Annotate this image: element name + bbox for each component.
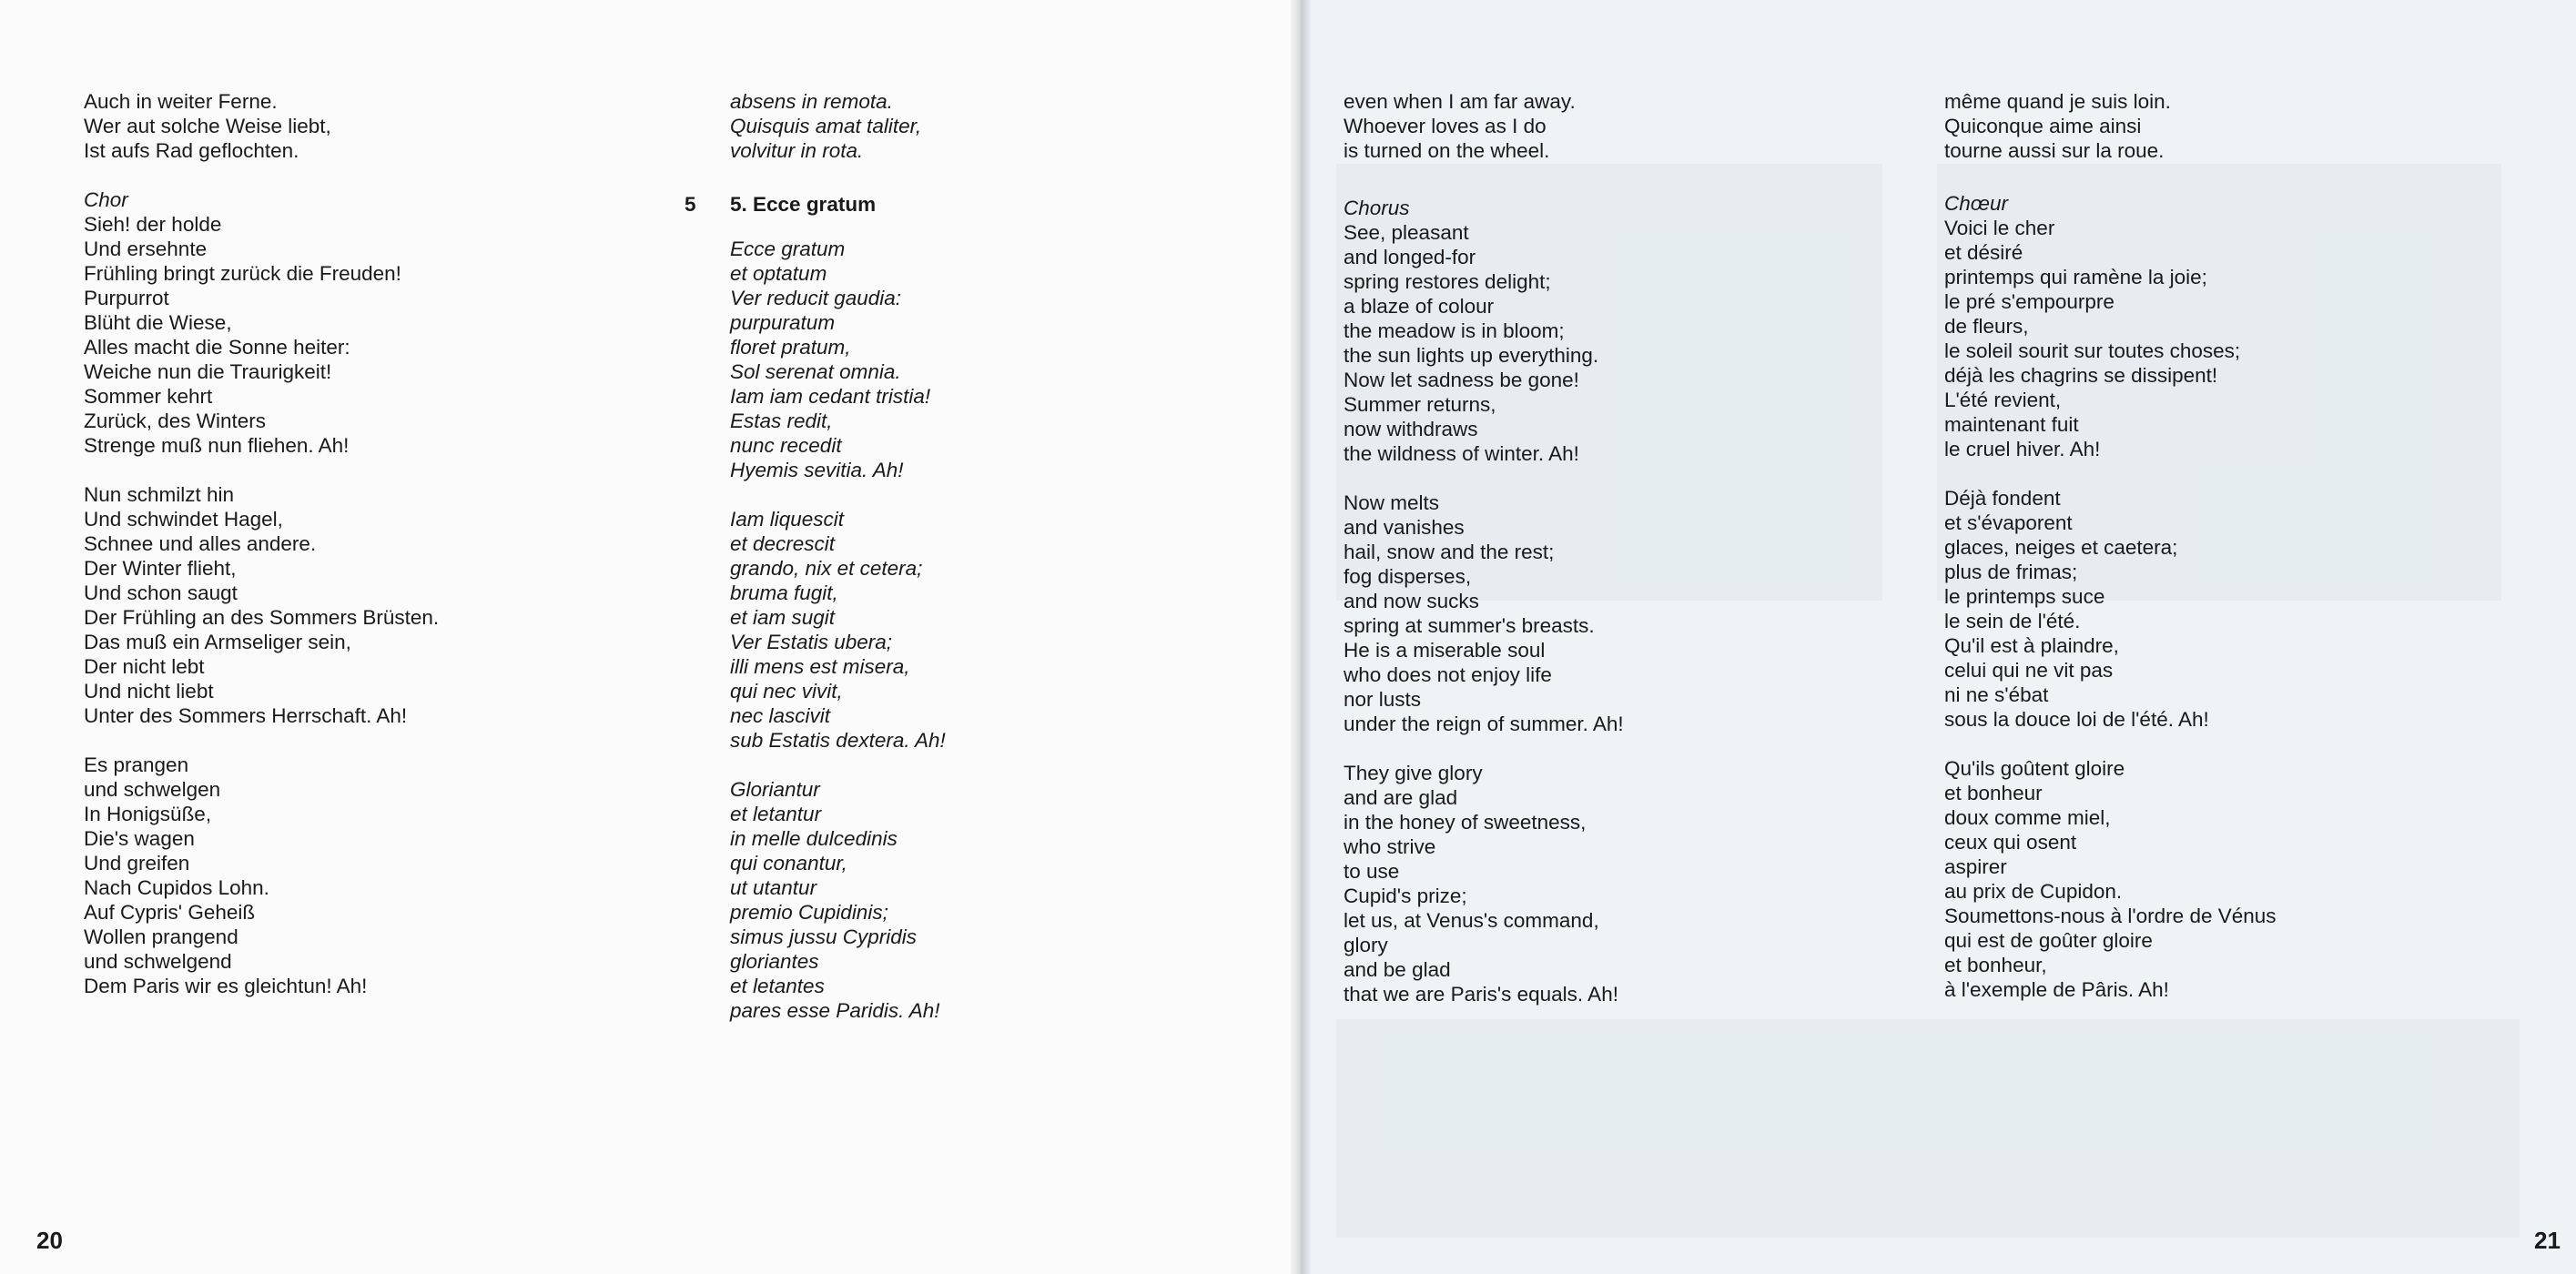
lyric-line: gloriantes	[730, 950, 819, 973]
lyric-line: and now sucks	[1344, 590, 1479, 612]
lyric-line: Zurück, des Winters	[84, 410, 267, 432]
lyric-line: Whoever loves as I do	[1344, 115, 1547, 137]
show-through-image	[1336, 1019, 2520, 1238]
lyric-line: Das muß ein Armseliger sein,	[84, 631, 351, 653]
chorus-stanza	[84, 187, 439, 458]
lyric-line: doux comme miel,	[1944, 806, 2111, 829]
lyric-line: à l'exemple de Pâris. Ah!	[1944, 978, 2169, 1001]
lyric-line: They give glory	[1344, 762, 1483, 784]
lyric-line: even when I am far away.	[1344, 90, 1576, 113]
page-number-right: 21	[2534, 1227, 2561, 1254]
lyric-stanza	[730, 777, 946, 1023]
lyric-line: le sein de l'été.	[1944, 610, 2081, 632]
lyric-line: Quiconque aime ainsi	[1944, 115, 2142, 137]
lyric-line: let us, at Venus's command,	[1344, 909, 1599, 932]
lyric-line: Qu'il est à plaindre,	[1944, 634, 2119, 657]
lyric-line: Qu'ils goûtent gloire	[1944, 757, 2125, 780]
intro-stanza	[730, 89, 946, 163]
chorus-label: Chor	[84, 188, 128, 211]
heading-spacer	[730, 187, 946, 237]
lyric-line: Auch in weiter Ferne.	[84, 90, 278, 113]
lyric-line: ni ne s'ébat	[1944, 683, 2049, 706]
lyric-line: et bonheur	[1944, 782, 2043, 804]
lyric-line: floret pratum,	[730, 336, 851, 359]
lyric-line: Wollen prangend	[84, 925, 238, 948]
lyric-line: Sommer kehrt	[84, 385, 213, 408]
lyric-line: and be glad	[1344, 958, 1451, 981]
lyric-line: ceux qui osent	[1944, 831, 2077, 854]
lyric-line: Ecce gratum	[730, 238, 846, 260]
lyric-line: See, pleasant	[1344, 221, 1469, 244]
lyric-line: Auf Cypris' Geheiß	[84, 901, 256, 924]
french-lyrics-column	[1944, 89, 2277, 1026]
lyric-line: plus de frimas;	[1944, 561, 2078, 583]
lyric-line: hail, snow and the rest;	[1344, 541, 1555, 563]
lyric-line: Déjà fondent	[1944, 487, 2061, 510]
chorus-stanza	[1944, 191, 2277, 461]
lyric-line: Summer returns,	[1344, 393, 1496, 416]
lyric-line: in the honey of sweetness,	[1344, 811, 1587, 834]
lyric-line: le cruel hiver. Ah!	[1944, 438, 2101, 460]
lyric-line: glaces, neiges et caetera;	[1944, 536, 2178, 559]
lyric-line: purpuratum	[730, 311, 836, 334]
lyric-line: nunc recedit	[730, 434, 842, 457]
lyric-line: Voici le cher	[1944, 217, 2055, 239]
lyric-line: Frühling bringt zurück die Freuden!	[84, 262, 401, 285]
lyric-line: Ver reducit gaudia:	[730, 287, 902, 309]
lyric-line: Hyemis sevitia. Ah!	[730, 459, 904, 481]
lyric-line: Gloriantur	[730, 778, 820, 801]
lyric-line: the sun lights up everything.	[1344, 344, 1599, 367]
lyric-line: Sol serenat omnia.	[730, 360, 901, 383]
lyric-line: pares esse Paridis. Ah!	[730, 999, 940, 1022]
lyric-line: nec lascivit	[730, 704, 831, 727]
lyric-line: volvitur in rota.	[730, 139, 864, 162]
lyric-line: Estas redit,	[730, 410, 833, 432]
lyric-line: Cupid's prize;	[1344, 885, 1467, 907]
lyric-line: Ist aufs Rad geflochten.	[84, 139, 299, 162]
lyric-line: et decrescit	[730, 532, 836, 555]
english-lyrics-column	[1344, 89, 1624, 1031]
lyric-line: Quisquis amat taliter,	[730, 115, 922, 137]
lyric-line: Purpurrot	[84, 287, 169, 309]
lyric-line: Die's wagen	[84, 827, 195, 850]
lyric-stanza	[1344, 761, 1624, 1006]
chorus-label: Chœur	[1944, 192, 2009, 215]
lyric-line: is turned on the wheel.	[1344, 139, 1550, 162]
lyric-line: und schwelgen	[84, 778, 221, 801]
lyric-line: Alles macht die Sonne heiter:	[84, 336, 350, 359]
lyric-line: Der nicht lebt	[84, 655, 205, 678]
lyric-line: simus jussu Cypridis	[730, 925, 918, 948]
lyric-line: Und ersehnte	[84, 238, 208, 260]
lyric-line: Strenge muß nun fliehen. Ah!	[84, 434, 350, 457]
lyric-line: to use	[1344, 860, 1400, 883]
lyric-stanza	[84, 753, 439, 998]
lyric-line: et letantes	[730, 975, 825, 997]
lyric-line: a blaze of colour	[1344, 295, 1495, 318]
lyric-line: Und greifen	[84, 852, 190, 875]
lyric-line: and longed-for	[1344, 246, 1476, 268]
intro-stanza	[1944, 89, 2277, 163]
right-page	[1300, 0, 2576, 1274]
lyric-line: Ver Estatis ubera;	[730, 631, 893, 653]
lyric-line: même quand je suis loin.	[1944, 90, 2171, 113]
page-number-left: 20	[36, 1227, 63, 1254]
lyric-line: that we are Paris's equals. Ah!	[1344, 983, 1618, 1006]
lyric-line: and are glad	[1344, 786, 1458, 809]
lyric-line: in melle dulcedinis	[730, 827, 898, 850]
lyric-line: who does not enjoy life	[1344, 663, 1552, 686]
lyric-line: printemps qui ramène la joie;	[1944, 266, 2207, 288]
lyric-line: Now melts	[1344, 491, 1440, 514]
lyric-line: und schwelgend	[84, 950, 232, 973]
lyric-line: ut utantur	[730, 876, 817, 899]
lyric-line: He is a miserable soul	[1344, 639, 1546, 662]
chorus-stanza	[1344, 196, 1624, 466]
lyric-line: Und schon saugt	[84, 581, 238, 604]
lyric-line: who strive	[1344, 835, 1436, 858]
lyric-line: In Honigsüße,	[84, 803, 212, 825]
lyric-line: maintenant fuit	[1944, 413, 2079, 436]
lyric-line: et iam sugit	[730, 606, 836, 629]
lyric-line: Iam iam cedant tristia!	[730, 385, 931, 408]
chorus-label: Chorus	[1344, 197, 1410, 219]
lyric-line: Sieh! der holde	[84, 213, 222, 236]
lyric-line: et désiré	[1944, 241, 2023, 264]
lyric-line: Nach Cupidos Lohn.	[84, 876, 269, 899]
lyric-line: the wildness of winter. Ah!	[1344, 442, 1579, 465]
lyric-stanza	[730, 237, 946, 482]
lyric-line: et letantur	[730, 803, 822, 825]
lyric-line: aspirer	[1944, 855, 2007, 878]
lyric-stanza	[730, 507, 946, 753]
lyric-stanza	[84, 482, 439, 728]
lyric-line: Und schwindet Hagel,	[84, 508, 283, 531]
lyric-line: Unter des Sommers Herrschaft. Ah!	[84, 704, 408, 727]
lyric-line: now withdraws	[1344, 418, 1478, 440]
lyric-stanza	[1944, 756, 2277, 1002]
lyric-line: et s'évaporent	[1944, 511, 2073, 534]
lyric-line: qui est de goûter gloire	[1944, 929, 2153, 952]
lyric-stanza	[1944, 486, 2277, 732]
lyric-line: qui conantur,	[730, 852, 847, 875]
section-title: 5. Ecce gratum	[730, 193, 877, 216]
lyric-line: Und nicht liebt	[84, 680, 214, 703]
lyric-line: Iam liquescit	[730, 508, 845, 531]
lyric-line: tourne aussi sur la roue.	[1944, 139, 2165, 162]
lyric-line: Soumettons-nous à l'ordre de Vénus	[1944, 905, 2277, 927]
lyric-line: Nun schmilzt hin	[84, 483, 235, 506]
lyric-line: and vanishes	[1344, 516, 1465, 539]
lyric-line: illi mens est misera,	[730, 655, 910, 678]
german-lyrics-column	[84, 89, 439, 1023]
latin-lyrics-column	[730, 89, 946, 1047]
lyric-line: le soleil sourit sur toutes choses;	[1944, 339, 2241, 362]
lyric-line: le printemps suce	[1944, 585, 2105, 608]
intro-stanza	[84, 89, 439, 163]
lyric-line: glory	[1344, 934, 1388, 956]
section-number: 5	[685, 193, 696, 216]
lyric-line: sous la douce loi de l'été. Ah!	[1944, 708, 2209, 731]
lyric-line: spring at summer's breasts.	[1344, 614, 1595, 637]
lyric-line: Now let sadness be gone!	[1344, 369, 1579, 391]
lyric-line: under the reign of summer. Ah!	[1344, 713, 1624, 735]
lyric-line: et bonheur,	[1944, 954, 2047, 976]
lyric-line: qui nec vivit,	[730, 680, 843, 703]
lyric-line: fog disperses,	[1344, 565, 1472, 588]
lyric-line: L'été revient,	[1944, 389, 2062, 411]
lyric-stanza	[1344, 490, 1624, 736]
lyric-line: Schnee und alles andere.	[84, 532, 317, 555]
lyric-line: et optatum	[730, 262, 827, 285]
lyric-line: nor lusts	[1344, 688, 1422, 711]
intro-stanza	[1344, 89, 1624, 163]
lyric-line: absens in remota.	[730, 90, 893, 113]
lyric-line: Der Winter flieht,	[84, 557, 237, 580]
lyric-line: au prix de Cupidon.	[1944, 880, 2123, 903]
lyric-line: sub Estatis dextera. Ah!	[730, 729, 946, 752]
lyric-line: Es prangen	[84, 753, 189, 776]
lyric-line: bruma fugit,	[730, 581, 838, 604]
lyric-line: grando, nix et cetera;	[730, 557, 923, 580]
lyric-line: celui qui ne vit pas	[1944, 659, 2114, 682]
lyric-line: Weiche nun die Traurigkeit!	[84, 360, 332, 383]
lyric-line: Blüht die Wiese,	[84, 311, 232, 334]
book-spine	[1291, 0, 1311, 1274]
lyric-line: spring restores delight;	[1344, 270, 1551, 293]
lyric-line: the meadow is in bloom;	[1344, 319, 1565, 342]
lyric-line: premio Cupidinis;	[730, 901, 888, 924]
lyric-line: déjà les chagrins se dissipent!	[1944, 364, 2218, 387]
lyric-line: Der Frühling an des Sommers Brüsten.	[84, 606, 440, 629]
lyric-line: de fleurs,	[1944, 315, 2029, 338]
lyric-line: Dem Paris wir es gleichtun! Ah!	[84, 975, 368, 997]
lyric-line: le pré s'empourpre	[1944, 290, 2115, 313]
lyric-line: Wer aut solche Weise liebt,	[84, 115, 331, 137]
